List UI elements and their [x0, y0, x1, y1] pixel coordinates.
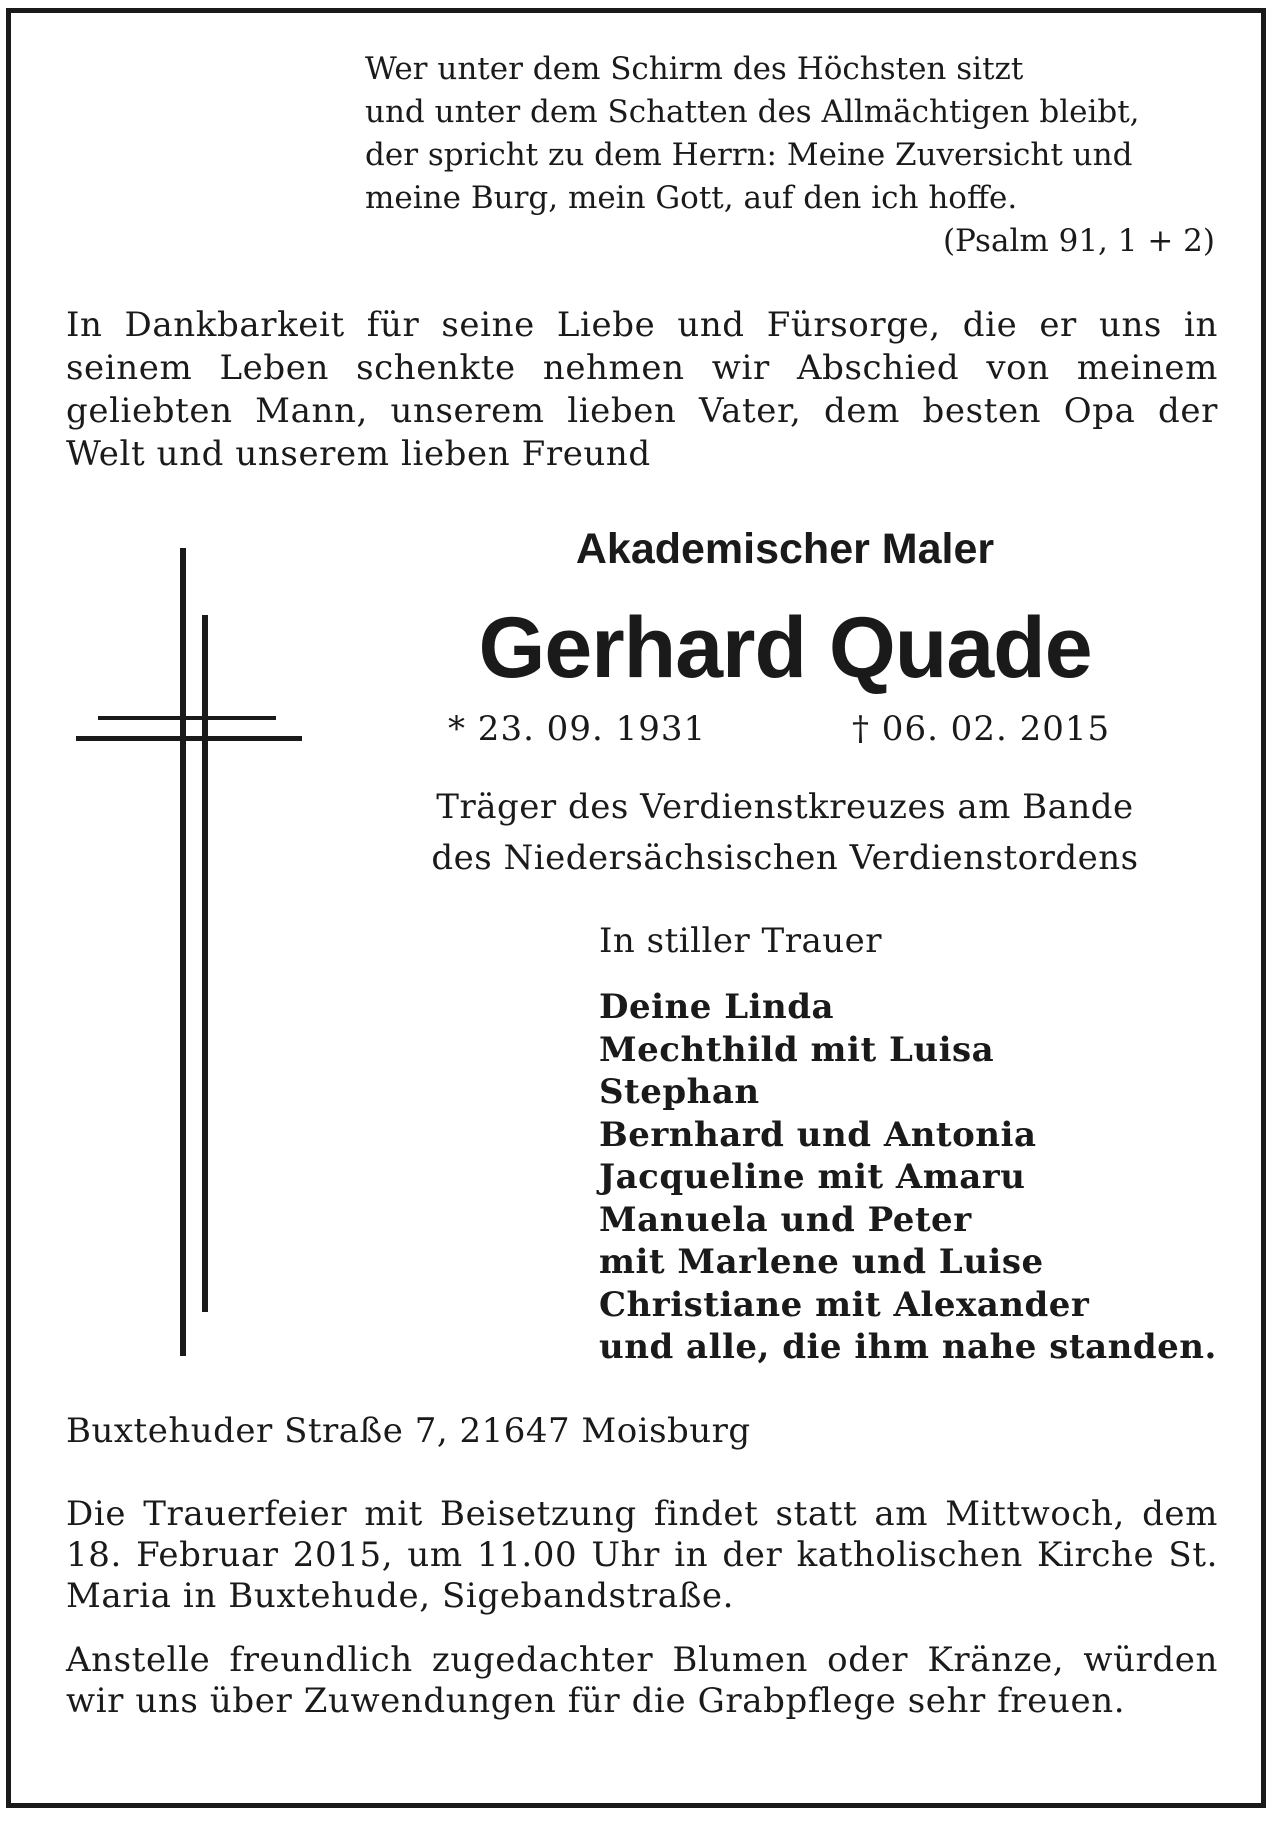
mourning-label: In stiller Trauer: [599, 921, 883, 961]
mourner-name: Stephan: [599, 1072, 760, 1112]
award-line: des Niedersächsischen Verdienstordens: [431, 838, 1139, 878]
cross-vertical-bar: [180, 548, 186, 1356]
award-text: [400, 782, 1170, 884]
mourner-name: Deine Linda: [599, 987, 835, 1027]
award-line: Träger des Verdienstkreuzes am Bande: [436, 787, 1134, 827]
mourners-list: [599, 986, 1239, 1369]
quote-line: und unter dem Schatten des Allmächtigen bleibt,: [365, 94, 1140, 130]
mourner-name: mit Marlene und Luise: [599, 1242, 1044, 1282]
mourner-name: Bernhard und Antonia: [599, 1114, 1037, 1155]
mourner-name: und alle, die ihm nahe standen.: [599, 1327, 1217, 1367]
flowers-note: Anstelle freundlich zugedachter Blumen oder Kränze, würden wir uns über Zuwendungen für die Grabpflege sehr freuen.: [66, 1640, 1218, 1721]
deceased-name: Gerhard Quade: [478, 600, 1092, 696]
quote-line: der spricht zu dem Herrn: Meine Zuversicht und: [365, 137, 1133, 173]
deceased-title: Akademischer Maler: [575, 525, 995, 573]
birth-date: * 23. 09. 1931: [448, 709, 707, 749]
ceremony-paragraph: Die Trauerfeier mit Beisetzung findet statt am Mittwoch, dem 18. Februar 2015, um 11.00 Uhr in der katholischen Kirche St. Maria in Buxtehude, Sigebandstraße.: [66, 1494, 1218, 1616]
mourner-name: Manuela und Peter: [599, 1199, 972, 1240]
cross-horizontal-bar: [98, 716, 276, 720]
family-address: Buxtehuder Straße 7, 21647 Moisburg: [66, 1411, 751, 1451]
mourner-name: Mechthild mit Luisa: [599, 1029, 995, 1070]
intro-paragraph: In Dankbarkeit für seine Liebe und Fürsorge, die er uns in seinem Leben schenkte nehmen wir Abschied von meinem geliebten Mann, unserem lieben Vater, dem besten Opa der Welt und unserem lieben Freund: [66, 305, 1218, 474]
mourner-name: Jacqueline mit Amaru: [599, 1157, 1026, 1197]
quote-line: meine Burg, mein Gott, auf den ich hoffe.: [365, 180, 1018, 216]
psalm-quote: [365, 48, 1225, 263]
death-date: † 06. 02. 2015: [852, 709, 1111, 749]
quote-line: Wer unter dem Schirm des Höchsten sitzt: [365, 51, 1024, 87]
mourner-name: Christiane mit Alexander: [599, 1284, 1090, 1325]
psalm-reference: (Psalm 91, 1 + 2): [942, 223, 1215, 259]
cross-horizontal-bar: [76, 736, 302, 741]
